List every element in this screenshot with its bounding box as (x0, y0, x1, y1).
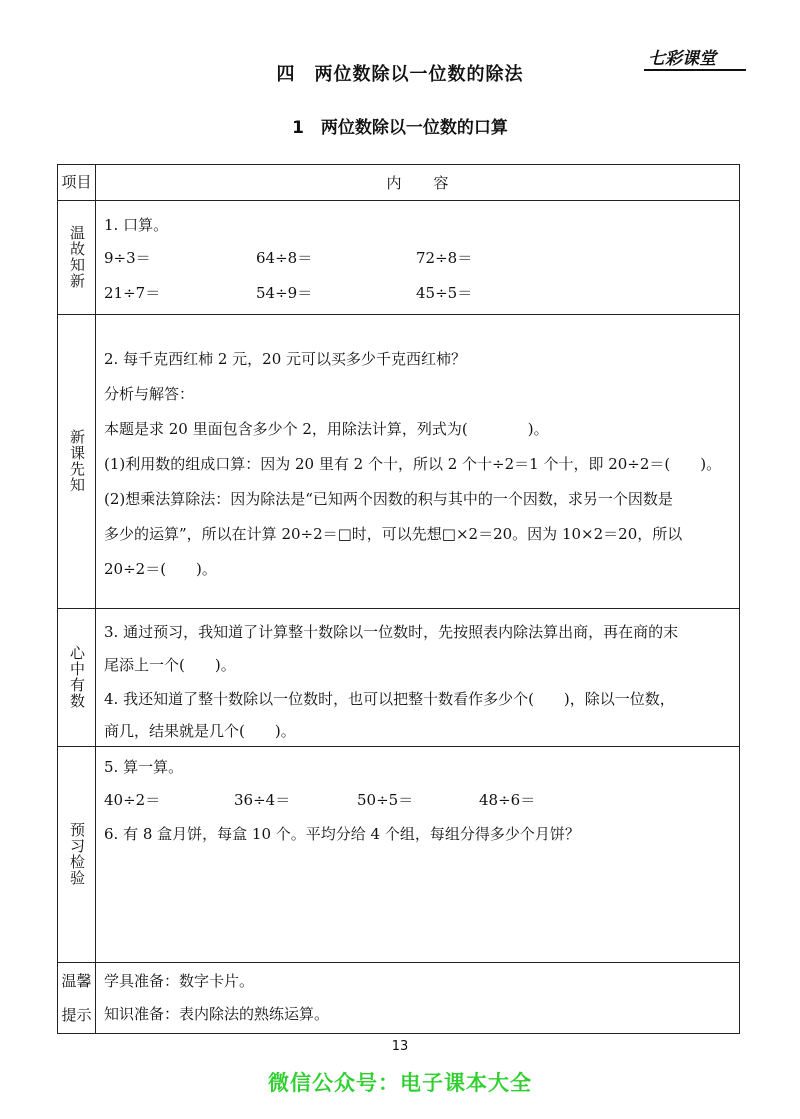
chapter-title: 四 两位数除以一位数的除法 (276, 64, 524, 85)
section-new-lesson (58, 314, 739, 609)
oral-calc-item: 72÷8＝ (416, 249, 473, 267)
wechat-watermark: 微信公众号：电子课本大全 (268, 1071, 532, 1095)
section-preview-test (58, 746, 739, 963)
question-5-title: 5. 算一算。 (104, 758, 184, 776)
section-label-tips (58, 962, 96, 1034)
calc-row (104, 789, 704, 809)
section-label-new-lesson: 新课先知 (58, 314, 96, 608)
section-content-new-lesson (96, 314, 739, 608)
lesson-title: 1 两位数除以一位数的口算 (292, 118, 508, 138)
oral-calc-row-1 (104, 247, 704, 267)
analysis-text: 本题是求 20 里面包含多少个 2，用除法计算，列式为( )。 (104, 420, 549, 438)
section-label-self-check: 心中有数 (58, 608, 96, 746)
method-2-text-line-3: 20÷2＝( )。 (104, 560, 217, 578)
preview-worksheet-table (57, 164, 740, 1034)
method-2-text-line-1: (2)想乘法算除法：因为除法是“已知两个因数的积与其中的一个因数，求另一个因数是 (104, 490, 673, 508)
oral-calc-item: 21÷7＝ (104, 284, 161, 302)
column-header-item: 项目 (58, 165, 96, 200)
question-3-line-2: 尾添上一个( )。 (104, 656, 236, 674)
calc-item: 36÷4＝ (234, 791, 291, 809)
brand-logo-underline (644, 69, 746, 71)
brand-logo (648, 44, 740, 72)
oral-calc-item: 45÷5＝ (416, 284, 473, 302)
calc-item: 50÷5＝ (357, 791, 414, 809)
table-header-row (58, 165, 739, 201)
tip-knowledge: 知识准备：表内除法的熟练运算。 (104, 1005, 330, 1023)
calc-item: 40÷2＝ (104, 791, 161, 809)
tip-tools: 学具准备：数字卡片。 (104, 972, 255, 990)
question-6-text: 6. 有 8 盒月饼，每盒 10 个。平均分给 4 个组，每组分得多少个月饼？ (104, 825, 580, 843)
question-1-title: 1. 口算。 (104, 216, 169, 234)
oral-calc-item: 64÷8＝ (256, 249, 313, 267)
column-header-content: 内容 (386, 174, 481, 192)
brand-logo-text: 七彩课堂 (648, 49, 716, 69)
analysis-heading: 分析与解答： (104, 385, 195, 403)
section-content-preview-test (96, 746, 739, 962)
section-self-check (58, 608, 739, 747)
question-4-line-1: 4. 我还知道了整十数除以一位数时，也可以把整十数看作多少个( )，除以一位数， (104, 690, 675, 708)
question-3-line-1: 3. 通过预习，我知道了计算整十数除以一位数时，先按照表内除法算出商，再在商的末 (104, 623, 679, 641)
section-content-tips (96, 962, 739, 1034)
column-header-content-cell (96, 165, 739, 200)
calc-item: 48÷6＝ (479, 791, 536, 809)
section-label-tips-text: 温馨提示 (61, 972, 92, 1024)
section-content-review (96, 200, 739, 314)
section-content-self-check (96, 608, 739, 746)
section-tips (58, 962, 739, 1034)
section-label-review: 温故知新 (58, 200, 96, 314)
question-4-line-2: 商几，结果就是几个( )。 (104, 722, 296, 740)
method-1-text: (1)利用数的组成口算：因为 20 里有 2 个十，所以 2 个十÷2＝1 个十，即 20÷2＝( )。 (104, 455, 722, 473)
question-2-text: 2. 每千克西红柿 2 元，20 元可以买多少千克西红柿？ (104, 350, 467, 368)
method-2-text-line-2: 多少的运算”，所以在计算 20÷2＝□时，可以先想□×2＝20。因为 10×2＝20，所以 (104, 525, 683, 543)
oral-calc-row-2 (104, 282, 704, 302)
page-number: 13 (391, 1039, 409, 1054)
section-label-preview-test: 预习检验 (58, 746, 96, 962)
section-review (58, 200, 739, 315)
oral-calc-item: 54÷9＝ (256, 284, 313, 302)
oral-calc-item: 9÷3＝ (104, 249, 151, 267)
